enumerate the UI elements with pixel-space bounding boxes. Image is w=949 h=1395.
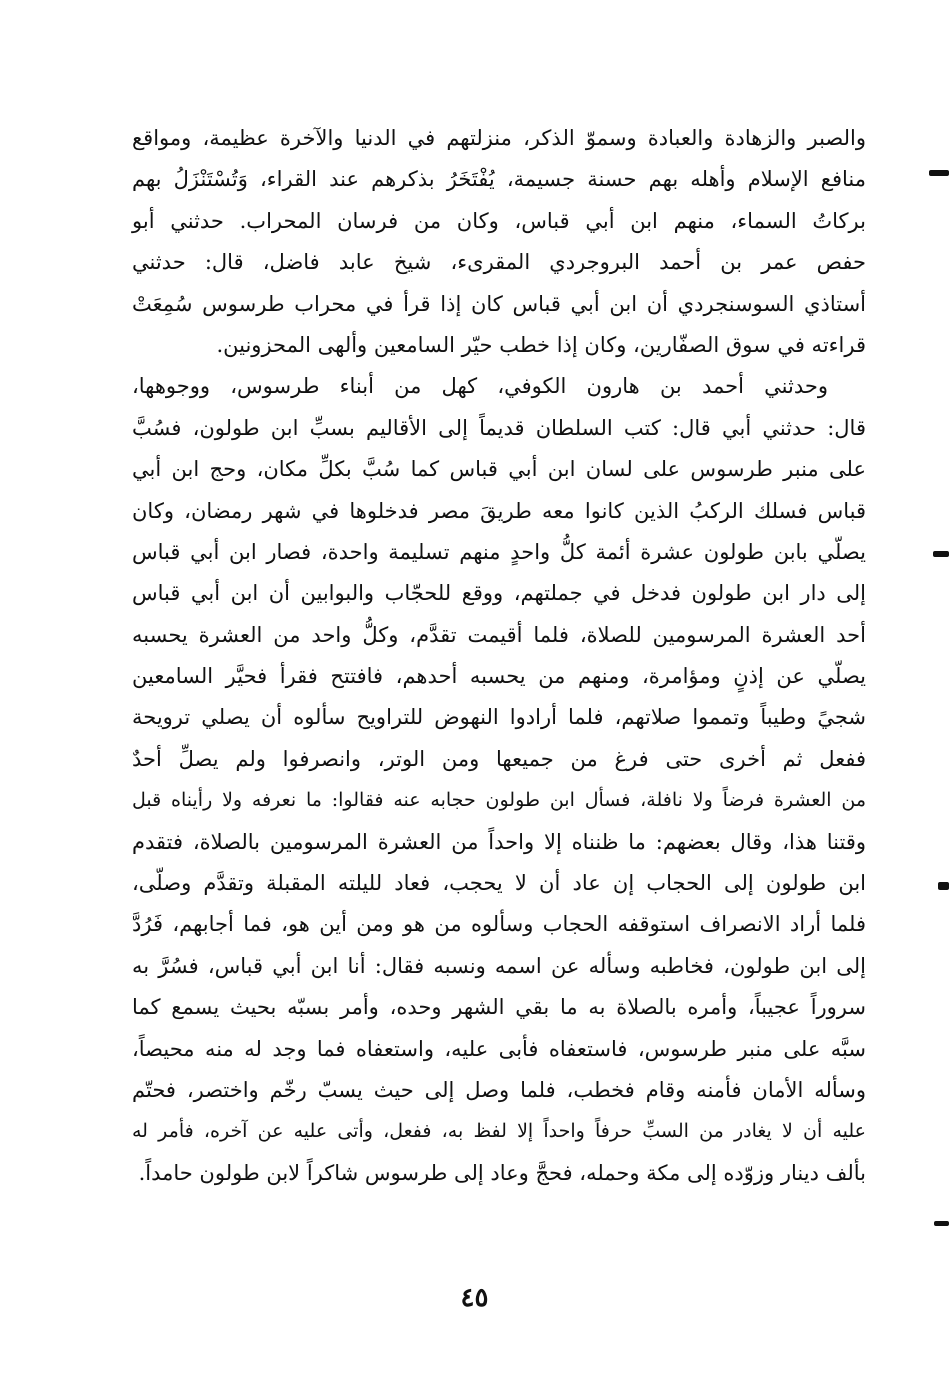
text-line: أستاذي السوسنجردي أن ابن أبي قباس كان إذا قرأ في محراب طرسوس سُمِعَتْ: [132, 291, 866, 316]
body-text: [132, 118, 866, 1194]
text-line: بركاتُ السماء، منهم ابن أبي قباس، وكان من فرسان المحراب. حدثني أبو: [132, 208, 866, 233]
scan-edge-mark: [929, 170, 949, 176]
text-line: والصبر والزهادة والعبادة وسموّ الذكر، منزلتهم في الدنيا والآخرة عظيمة، ومواقع: [132, 126, 866, 150]
text-line: شجيً وطيباً وتمموا صلاتهم، فلما أرادوا النهوض للتراويح سألوه أن يصلي ترويحة: [132, 705, 866, 730]
text-line: إلى دار ابن طولون فدخل في جملتهم، ووقع للحجّاب والبوابين أن ابن أبي قباس: [132, 581, 866, 606]
text-line: سبَّه على منبر طرسوس، فاستعفاه فأبى عليه، واستعفاه فما وجد له منه محيصاً،: [132, 1036, 866, 1061]
text-line: بألف دينار وزوّده إلى مكة وحمله، فحجَّ وعاد إلى طرسوس شاكراً لابن طولون حامداً.: [138, 1160, 866, 1185]
text-line: فلما أراد الانصراف استوقفه الحجاب وسألوه من هو ومن أين هو، فما أجابهم، فَرُدَّ: [132, 912, 867, 937]
scan-edge-mark: [933, 551, 949, 557]
text-line: حفص عمر بن أحمد البروجردي المقرىء، شيخ عابد فاضل، قال: حدثني: [132, 250, 866, 275]
text-line: عليه أن لا يغادر من السبِّ حرفاً واحداً إلا لفظ به، ففعل، وأتى عليه عن آخره، فأمر له: [132, 1120, 866, 1143]
text-line: يصلّي بابن طولون عشرة أئمة كلُّ واحدٍ منهم تسليمة واحدة، فصار ابن أبي قباس: [132, 539, 866, 564]
text-line: وسأله الأمان فأمنه وقام فخطب، فلما وصل إلى حيث يسبّ رخّم واختصر، فحتّم: [132, 1077, 866, 1102]
text-line: أحد العشرة المرسومين للصلاة، فلما أقيمت تقدَّم، وكلُّ واحد من العشرة يحسبه: [132, 622, 866, 647]
text-line: منافع الإسلام وأهله بهم حسنة جسيمة، يُفْتَخَرُ بذكرهم عند القراء، وَتُسْتَنْزَلُ بهم: [132, 167, 866, 192]
scan-edge-mark: [934, 1221, 949, 1226]
text-line: على منبر طرسوس على لسان ابن أبي قباس كما سُبَّ بكلِّ مكان، وحج ابن أبي: [132, 457, 866, 482]
text-line: ففعل ثم أخرى حتى فرغ من جميعها ومن الوتر، وانصرفوا ولم يصلِّ أحدٌ: [132, 746, 866, 771]
text-line: ابن طولون إلى الحجاب إن عاد أن لا يحجب، فعاد لليلته المقبلة وتقدَّم وصلّى،: [132, 871, 866, 896]
scan-edge-mark: [938, 882, 949, 890]
text-line: وحدثني أحمد بن هارون الكوفي، كهل من أبناء طرسوس، ووجوهها،: [132, 374, 828, 399]
text-line: قباس فسلك الركبُ الذين كانوا معه طريقَ مصر فدخلوها في شهر رمضان، وكان: [132, 498, 866, 523]
text-line: يصلّي عن إذنٍ ومؤامرة، ومنهم من يحسبه أحدهم، فافتتح فقرأ فحيَّر السامعين: [132, 664, 866, 689]
text-line: وقتنا هذا، وقال بعضهم: ما ظنناه إلا واحداً من العشرة المرسومين بالصلاة، فتقدم: [132, 829, 866, 854]
text-line: قال: حدثني أبي قال: كتب السلطان قديماً إلى الأقاليم بسبِّ ابن طولون، فسُبَّ: [132, 415, 866, 440]
text-line: سروراً عجيباً، وأمره بالصلاة به ما بقي الشهر وحده، وأمر بسبّه بحيث يسمع كما: [132, 995, 866, 1020]
text-line: إلى ابن طولون، فخاطبه وسأله عن اسمه ونسبه فقال: أنا ابن أبي قباس، فسُرَّ به: [132, 953, 866, 978]
page-number: ٤٥: [460, 1283, 489, 1313]
text-line: قراءته في سوق الصفّارين، وكان إذا خطب حيّر السامعين وألهى المحزونين.: [216, 332, 866, 357]
text-line: من العشرة فرضاً ولا نافلة، فسأل ابن طولون حجابه عنه فقالوا: ما نعرفه ولا رأيناه قبل: [132, 789, 866, 812]
